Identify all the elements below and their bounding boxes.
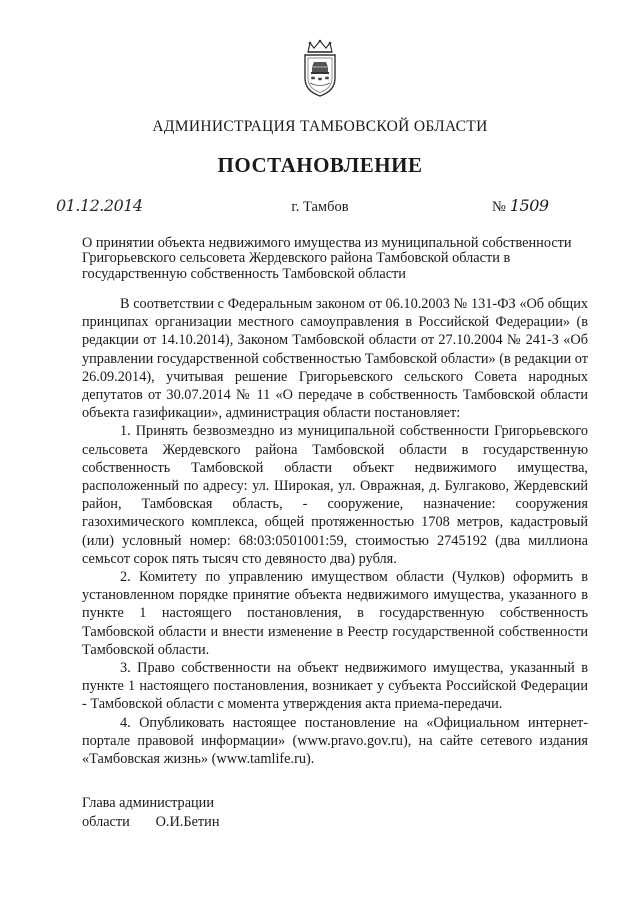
document-subject: О принятии объекта недвижимого имущества из муниципальной собственности Григорьевского сельсовета Жердевского района Тамбовской области в государственную собственность Тамбовской области (82, 235, 572, 282)
paragraph-preamble: В соответствии с Федеральным законом от 06.10.2003 № 131-ФЗ «Об общих принципах организации местного самоуправления в Российской Федерации» (в редакции от 14.10.2014), Законом Тамбовской области от 27.10.2004 № 241-З «Об управлении государственной собственностью Тамбовской области» (в редакции от 26.09.2014), учитывая решение Григорьевского сельского Совета народных депутатов от 30.07.2014 № 11 «О передаче в собственность Тамбовской области объекта газификации», администрация области постановляет: (82, 296, 588, 422)
document-date: 01.12.2014 (56, 196, 143, 215)
paragraph-item-1: 1. Принять безвозмездно из муниципальной собственности Григорьевского сельсовета Жердевского района Тамбовской области в государственную собственность Тамбовской области объект недвижимого имущества, расположенный по адресу: ул. Широкая, ул. Овражная, д. Булгаково, Жердевский район, Тамбовская область, - сооружение, назначение: сооружения газохимического комплекса, общей протяженностью 1708 метров, кадастровый (или) условный номер: 68:03:0501001:59, стоимостью 2745192 (два миллиона семьсот сорок пять тысяч сто девяносто два) рубля. (82, 423, 588, 567)
paragraph-item-3: 3. Право собственности на объект недвижимого имущества, указанный в пункте 1 настоящего постановления, возникает у субъекта Российской Федерации - Тамбовской области с момента утверждения акта приема-передачи. (82, 660, 588, 713)
document-number (492, 196, 549, 216)
signatory-name: О.И.Бетин (155, 813, 220, 830)
document-number-value: 1509 (509, 196, 549, 215)
signature-block (82, 794, 219, 831)
document-number-label: № (492, 199, 506, 215)
document-city: г. Тамбов (291, 199, 349, 215)
tambov-coat-of-arms-icon (298, 38, 342, 98)
paragraph-item-4: 4. Опубликовать настоящее постановление на «Официальном интернет-портале правовой информации» (www.pravo.gov.ru), на сайте сетевого издания «Тамбовская жизнь» (www.tamlife.ru). (82, 714, 588, 768)
document-body (82, 295, 588, 768)
authority-name: АДМИНИСТРАЦИЯ ТАМБОВСКОЙ ОБЛАСТИ (152, 118, 488, 135)
signatory-role-line2: области (82, 813, 130, 830)
signatory-role: Глава администрации (82, 795, 214, 811)
document-title: ПОСТАНОВЛЕНИЕ (217, 153, 423, 177)
paragraph-item-2: 2. Комитету по управлению имуществом области (Чулков) оформить в установленном порядке принятие объекта недвижимого имущества, указанного в пункте 1 настоящего постановления, в государственную собственность Тамбовской области и внести изменение в Реестр государственной собственности Тамбовской области. (82, 569, 588, 658)
